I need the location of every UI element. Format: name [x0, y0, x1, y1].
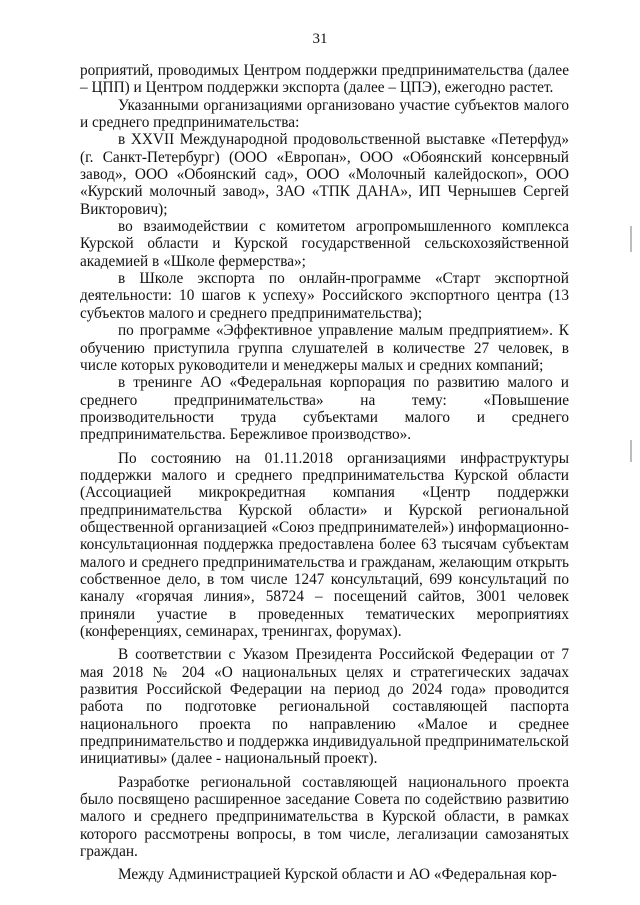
paragraph-agreement: Между Администрацией Курской области и АО «Федеральная кор- — [118, 866, 557, 884]
paragraph-presidential-decree: В соответствии с Указом Президента Российской Федерации от 7 мая 2018 № 204 «О национальных целях и стратегических задачах развития Российской Федерации на период до 2024 года» проводится работа по подготовке региональной составляющей паспорта национального проекта по направлению «Малое и среднее предпринимательство и поддержка индивидуальной предпринимательской инициативы» (далее - национальный проект). — [80, 646, 569, 768]
paragraph-peterfood-exhibition: в XXVII Международной продовольственной выставке «Петерфуд» (г. Санкт-Петербург) (ООО «Европан», ООО «Обоянский консервный завод», ООО «Обоянский сад», ООО «Молочный калейдоскоп», ООО «Курский молочный завод», ЗАО «ТПК ДАНА», ИП Чернышев Сергей Викторович); — [80, 131, 569, 218]
scan-edge-mark — [630, 440, 632, 462]
paragraph-management-program: по программе «Эффективное управление малым предприятием». К обучению приступила группа слушателей в количестве 27 человек, в числе которых руководители и менеджеры малых и средних компаний; — [80, 322, 569, 374]
scan-edge-mark — [630, 226, 632, 252]
paragraph-council-meeting: Разработке региональной составляющей национального проекта было посвящено расширенное заседание Совета по содействию развитию малого и среднего предпринимательства в Курской области, в рамках которого рассмотрены вопросы, в том числе, легализации самозанятых граждан. — [80, 773, 569, 861]
paragraph-export-school: в Школе экспорта по онлайн-программе «Старт экспортной деятельности: 10 шагов к успеху» Российского экспортного центра (13 субъектов малого и среднего предпринимательства); — [80, 270, 569, 322]
paragraph-farming-school: во взаимодействии с комитетом агропромышленного комплекса Курской области и Курской государственной сельскохозяйственной академией в «Школе фермерства»; — [80, 218, 569, 270]
paragraph-continuation: роприятий, проводимых Центром поддержки предпринимательства (далее – ЦПП) и Центром поддержки экспорта (далее – ЦПЭ), ежегодно растет. — [80, 62, 569, 97]
document-body — [80, 62, 569, 884]
page-number: 31 — [312, 31, 328, 47]
paragraph-support-statistics: По состоянию на 01.11.2018 организациями инфраструктуры поддержки малого и среднего предпринимательства Курской области (Ассоциацией микрокредитная компания «Центр поддержки предпринимательства Курской области» и Курской региональной общественной организацией «Союз предпринимателей») информационно-консультационная поддержка предоставлена более 63 тысячам субъектам малого и среднего предпринимательства и гражданам, желающим открыть собственное дело, в том числе 1247 консультаций, 699 консультаций по каналу «горячая линия», 58724 – посещений сайтов, 3001 человек приняли участие в проведенных тематических мероприятиях (конференциях, семинарах, тренингах, форумах). — [80, 449, 569, 640]
paragraph-organizations-intro: Указанными организациями организовано участие субъектов малого и среднего предпринимательства: — [80, 96, 569, 132]
paragraph-training: в тренинге АО «Федеральная корпорация по развитию малого и среднего предпринимательства» на тему: «Повышение производительности труда субъектами малого и среднего предпринимательства. Бережливое производство». — [80, 374, 569, 444]
